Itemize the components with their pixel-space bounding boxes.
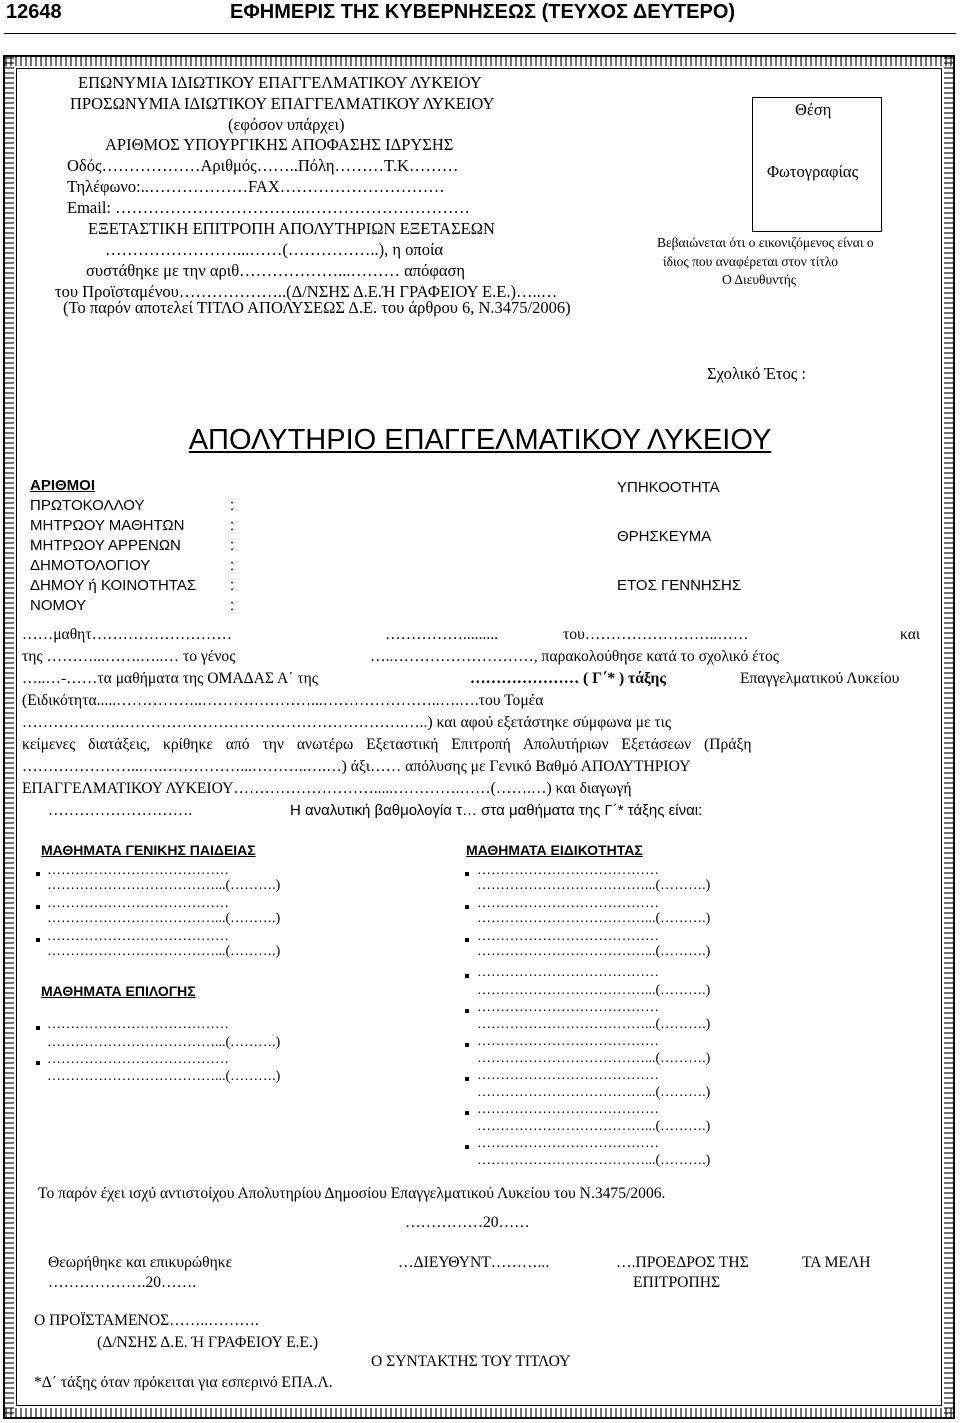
student-line-4: (Ειδικότητα.....……………..…………………...…………………..….….του Τομέα bbox=[22, 692, 544, 709]
title-legal-note: (Το παρόν αποτελεί ΤΙΤΛΟ ΑΠΟΛΥΣΕΩΣ Δ.Ε. του άρθρου 6, Ν.3475/2006) bbox=[63, 298, 571, 317]
citizenship-label: ΥΠΗΚΟΟΤΗΤΑ bbox=[617, 479, 720, 496]
grade-line: ………………………………...(……….) bbox=[477, 1085, 711, 1100]
student-line-3c: Επαγγελματικού Λυκείου bbox=[740, 670, 900, 687]
student-line-b: ……………......... bbox=[385, 626, 499, 643]
student-line-7: …………………...….……………...………..….…) άξι…… απόλυσης με Γενικό Βαθμό ΑΠΟΛΥΤΗΡΙΟΥ bbox=[22, 758, 691, 775]
meander-border-left bbox=[5, 57, 14, 1417]
student-line-d: και bbox=[900, 626, 921, 643]
bullet-icon bbox=[36, 1026, 40, 1030]
gazette-title: ΕΦΗΜΕΡΙΣ ΤΗΣ ΚΥΒΕΡΝΗΣΕΩΣ (ΤΕΥΧΟΣ ΔΕΥΤΕΡΟ) bbox=[230, 1, 736, 23]
photo-label-position: Θέση bbox=[795, 100, 832, 119]
number-colon: : bbox=[230, 537, 235, 554]
subject-line: ………………………………… bbox=[47, 1052, 229, 1067]
bullet-icon bbox=[465, 872, 469, 876]
checked-date: ……………….20……. bbox=[48, 1274, 197, 1291]
student-line-3a: …..…-……τα μαθήματα της ΟΜΑΔΑΣ Α΄ της bbox=[22, 670, 318, 687]
subject-line: ………………………………… bbox=[477, 965, 659, 980]
validity-statement: Το παρόν έχει ισχύ αντιστοίχου Απολυτηρίου Δημοσίου Επαγγελματικού Λυκείου του Ν.3475/2006. bbox=[38, 1185, 666, 1202]
committee-decision-line: συστάθηκε με την αριθ………………...……… απόφαση bbox=[86, 261, 466, 280]
head-of-directorate-office: (Δ/ΝΣΗΣ Δ.Ε. Ή ΓΡΑΦΕΙΟΥ Ε.Ε.) bbox=[97, 1334, 319, 1351]
general-subjects-heading: ΜΑΘΗΜΑΤΑ ΓΕΝΙΚΗΣ ΠΑΙΔΕΙΑΣ bbox=[41, 842, 256, 858]
number-colon: : bbox=[230, 577, 235, 594]
specialty-subjects-heading: ΜΑΘΗΜΑΤΑ ΕΙΔΙΚΟΤΗΤΑΣ bbox=[466, 842, 643, 858]
meander-border-bottom bbox=[5, 1408, 953, 1417]
certificate-title: ΑΠΟΛΥΤΗΡΙΟ ΕΠΑΓΓΕΛΜΑΤΙΚΟΥ ΛΥΚΕΙΟΥ bbox=[188, 424, 772, 456]
grade-line: ………………………………...(……….) bbox=[477, 983, 711, 998]
checked-validated: Θεωρήθηκε και επικυρώθηκε bbox=[48, 1254, 233, 1271]
photo-signature-director: Ο Διευθυντής bbox=[722, 272, 797, 287]
grade-line: ………………………………...(……….) bbox=[477, 878, 711, 893]
meander-border-right bbox=[944, 57, 953, 1417]
bullet-icon bbox=[465, 1145, 469, 1149]
school-title: ΠΡΟΣΩΝΥΜΙΑ ΙΔΙΩΤΙΚΟΥ ΕΠΑΓΓΕΛΜΑΤΙΚΟΥ ΛΥΚΕΙΟΥ bbox=[70, 94, 495, 113]
photo-label-photo: Φωτογραφίας bbox=[767, 162, 859, 181]
student-line-6: κείμενες διατάξεις, κρίθηκε από την ανωτέρω Εξεταστική Επιτροπή Απολυτήριων Εξετάσεων (Πράξη bbox=[22, 736, 752, 753]
grade-line: ………………………………...(……….) bbox=[47, 911, 281, 926]
grade-line: ………………………………...(……….) bbox=[47, 1069, 281, 1084]
bullet-icon bbox=[465, 974, 469, 978]
grade-line: ………………………………...(……….) bbox=[477, 1017, 711, 1032]
number-colon: : bbox=[230, 597, 235, 614]
subject-line: ………………………………… bbox=[477, 1034, 659, 1049]
bullet-icon bbox=[36, 905, 40, 909]
number-row: ΠΡΩΤΟΚΟΛΛΟΥ bbox=[30, 497, 145, 514]
student-line-8: ΕΠΑΓΓΕΛΜΑΤΙΚΟΥ ΛΥΚΕΙΟΥ……………………….....………….……(…….…) και διαγωγή bbox=[22, 780, 632, 797]
subject-line: ………………………………… bbox=[477, 1136, 659, 1151]
committee-president: ….ΠΡΟΕΔΡΟΣ ΤΗΣ bbox=[616, 1254, 749, 1271]
grade-line: ………………………………...(……….) bbox=[477, 1153, 711, 1168]
grade-line: ………………………………...(……….) bbox=[477, 911, 711, 926]
elective-subjects-heading: ΜΑΘΗΜΑΤΑ ΕΠΙΛΟΓΗΣ bbox=[41, 983, 196, 999]
title-composer: Ο ΣΥΝΤΑΚΤΗΣ ΤΟΥ ΤΙΤΛΟΥ bbox=[371, 1353, 571, 1370]
student-line-9a: ………………………. bbox=[48, 802, 193, 819]
bullet-icon bbox=[465, 1043, 469, 1047]
religion-label: ΘΡΗΣΚΕΥΜΑ bbox=[617, 528, 712, 545]
bullet-icon bbox=[36, 872, 40, 876]
birth-year-label: ΕΤΟΣ ΓΕΝΝΗΣΗΣ bbox=[617, 577, 742, 594]
school-title-note: (εφόσον υπάρχει) bbox=[228, 115, 345, 134]
subject-line: ………………………………… bbox=[47, 863, 229, 878]
page-number: 12648 bbox=[6, 1, 62, 23]
grade-line: ………………………………...(……….) bbox=[477, 1051, 711, 1066]
bullet-icon bbox=[36, 1061, 40, 1065]
bullet-icon bbox=[36, 938, 40, 942]
meander-border-top bbox=[5, 57, 953, 66]
bullet-icon bbox=[465, 1009, 469, 1013]
address-line: Οδός………………Αριθμός……..Πόλη………Τ.Κ……… bbox=[67, 156, 459, 175]
founding-decision: ΑΡΙΘΜΟΣ ΥΠΟΥΡΓΙΚΗΣ ΑΠΟΦΑΣΗΣ ΙΔΡΥΣΗΣ bbox=[105, 135, 454, 154]
subject-line: ………………………………… bbox=[47, 1017, 229, 1032]
committee-president-2: ΕΠΙΤΡΟΠΗΣ bbox=[633, 1274, 721, 1291]
student-line-2a: της ………...…….…..… το γένος bbox=[22, 648, 236, 665]
number-row: ΔΗΜΟΤΟΛΟΓΙΟΥ bbox=[30, 557, 151, 574]
subject-line: ………………………………… bbox=[477, 1068, 659, 1083]
student-line-2b: …..………………………, παρακολούθησε κατά το σχολικό έτος bbox=[370, 648, 779, 665]
grade-line: ………………………………...(……….) bbox=[47, 878, 281, 893]
number-colon: : bbox=[230, 497, 235, 514]
subject-line: ………………………………… bbox=[477, 929, 659, 944]
header-rule bbox=[4, 33, 956, 34]
photo-certification-2: ίδιος που αναφέρεται στον τίτλο bbox=[663, 254, 839, 269]
bullet-icon bbox=[465, 1111, 469, 1115]
email-line: Email: ……………………………..………………………… bbox=[67, 198, 470, 217]
bullet-icon bbox=[465, 1077, 469, 1081]
exam-committee: ΕΞΕΤΑΣΤΙΚΗ ΕΠΙΤΡΟΠΗ ΑΠΟΛΥΤΗΡΙΩΝ ΕΞΕΤΑΣΕΩΝ bbox=[88, 219, 495, 238]
bullet-icon bbox=[465, 938, 469, 942]
student-line-c: του……………………..…… bbox=[563, 626, 749, 643]
subject-line: ………………………………… bbox=[47, 896, 229, 911]
issue-date: ……………20…… bbox=[405, 1214, 530, 1231]
subject-line: ………………………………… bbox=[47, 929, 229, 944]
student-line-3b: ………………… ( Γ΄* ) τάξης bbox=[470, 670, 666, 687]
number-row: ΝΟΜΟΥ bbox=[30, 597, 87, 614]
footnote: *Δ΄ τάξης όταν πρόκειται για εσπερινό ΕΠΑ.Λ. bbox=[34, 1374, 333, 1391]
grades-intro: Η αναλυτική βαθμολογία τ… στα μαθήματα της Γ΄* τάξης είναι: bbox=[290, 802, 703, 819]
subject-line: ………………………………… bbox=[477, 1102, 659, 1117]
head-of-directorate: Ο ΠΡΟΪΣΤΑΜΕΝΟΣ……..………. bbox=[34, 1312, 259, 1329]
number-colon: : bbox=[230, 557, 235, 574]
bullet-icon bbox=[465, 905, 469, 909]
subject-line: ………………………………… bbox=[477, 863, 659, 878]
photo-certification: Βεβαιώνεται ότι ο εικονιζόμενος είναι ο bbox=[657, 235, 874, 250]
grade-line: ………………………………...(……….) bbox=[477, 944, 711, 959]
grade-line: ………………………………...(……….) bbox=[47, 944, 281, 959]
number-colon: : bbox=[230, 517, 235, 534]
numbers-heading: ΑΡΙΘΜΟΙ bbox=[30, 477, 96, 494]
supervisor-line: του Προϊσταμένου………………..(Δ/ΝΣΗΣ Δ.Ε.Ή ΓΡΑΦΕΙΟΥ Ε.Ε.)…..… bbox=[55, 282, 558, 301]
director-signature: …ΔΙΕΥΘΥΝΤ………... bbox=[398, 1254, 550, 1271]
student-line-a: ……μαθητ……………………… bbox=[22, 626, 232, 643]
school-year: Σχολικό Έτος : bbox=[707, 364, 806, 383]
subject-line: ………………………………… bbox=[477, 896, 659, 911]
student-line-5: ……………….……………………………………………….…..) και αφού εξετάστηκε σύμφωνα με τις bbox=[22, 714, 672, 731]
committee-members: ΤΑ ΜΕΛΗ bbox=[802, 1254, 871, 1271]
school-name: ΕΠΩΝΥΜΙΑ ΙΔΙΩΤΙΚΟΥ ΕΠΑΓΓΕΛΜΑΤΙΚΟΥ ΛΥΚΕΙΟΥ bbox=[78, 73, 482, 92]
grade-line: ………………………………...(……….) bbox=[477, 1119, 711, 1134]
number-row: ΜΗΤΡΩΟΥ ΜΑΘΗΤΩΝ bbox=[30, 517, 185, 534]
grade-line: ………………………………...(……….) bbox=[47, 1035, 281, 1050]
number-row: ΔΗΜΟΥ ή ΚΟΙΝΟΤΗΤΑΣ bbox=[30, 577, 197, 594]
subject-line: ………………………………… bbox=[477, 1000, 659, 1015]
number-row: ΜΗΤΡΩΟΥ ΑΡΡΕΝΩΝ bbox=[30, 537, 181, 554]
committee-line: ……………………...……(……………..), η οποία bbox=[105, 240, 444, 259]
phone-fax-line: Τηλέφωνο:..………………FAX………………………… bbox=[67, 177, 445, 196]
